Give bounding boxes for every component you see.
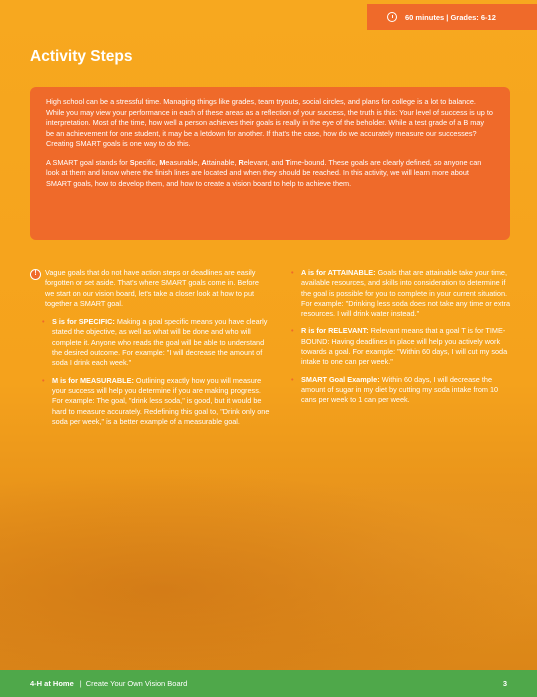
- intro-paragraph-2: A SMART goal stands for Specific, Measurable, Attainable, Relevant, and Time-bound. These goals are clearly defined, so anyone can look at them and know where the finish lines are located and when they should be reached. In this activity, we will learn more about SMART goals, how to develop them, and how to create a vision board to help to achieve them.: [46, 157, 482, 188]
- lead-paragraph: Vague goals that do not have action steps or deadlines are easily forgotten or set aside. That's where SMART goals come in. Before we start on our vision board, let's take a closer look at how to put together a SMART goal.: [45, 268, 259, 308]
- list-item: • SMART Goal Example: Within 60 days, I will decrease the amount of sugar in my diet by cutting my soda intake from 10 cans per week to 1 can per week.: [301, 375, 514, 406]
- list-item: • M is for MEASURABLE: Outlining exactly how you will measure your success will help you determine if you are making progress. For example: The goal, "drink less soda," is good, but it would be hard to measure accurately. Redefining this goal to, "Drink only one soda per week," is a better example of a measurable goal.: [52, 376, 270, 427]
- time-grade-badge: [367, 4, 537, 30]
- smart-list-right: [289, 268, 514, 406]
- background-photo: [0, 470, 537, 670]
- intro-box: [30, 87, 510, 240]
- list-item: • A is for ATTAINABLE: Goals that are attainable take your time, available resources, and skills into consideration to determine if the goal is possible for you to complete in your current situation. For example: "Drinking less soda does not take any time or extra resources. I will drink water instead.": [301, 268, 514, 319]
- page-number: 3: [502, 679, 507, 688]
- list-item: • S is for SPECIFIC: Making a goal specific means you have clearly stated the objective, as well as what will be done and who will complete it. Anyone who reads the goal will be able to understand the desired outcome. For example: "I will decrease the amount of soda I drink each week.": [52, 317, 270, 368]
- right-column: [289, 268, 514, 413]
- footer: [0, 670, 537, 697]
- smart-list-left: [30, 317, 270, 427]
- alert-icon: !: [30, 269, 41, 280]
- footer-separator: |: [79, 679, 82, 688]
- page-title: Activity Steps: [30, 48, 133, 65]
- footer-subtitle: Create Your Own Vision Board: [85, 679, 188, 688]
- left-column: [30, 268, 270, 434]
- intro-paragraph-1: High school can be a stressful time. Managing things like grades, team tryouts, social circles, and plans for college is a lot to balance. While you may view your performance in each of these areas as a reflection of your success, the truth is this: Your level of success is up to interpretation. Most of the time, how well a person achieves their goals is really in the eye of the beholder. While a test grade of a B may be an achievement for one student, it may be a letdown for another. If that's the case, how do we accurately measure our successes? Creating SMART goals is one way to do this.: [46, 97, 493, 148]
- list-item: • R is for RELEVANT: Relevant means that a goal T is for TIME-BOUND: Having deadlines in place will help you actively work towards a goal. For example: "Within 60 days, I will cut my soda intake to one can per week.": [301, 326, 514, 367]
- footer-brand: 4-H at Home: [30, 679, 74, 688]
- badge-text: 60 minutes | Grades: 6-12: [405, 12, 496, 22]
- clock-icon: [387, 12, 397, 22]
